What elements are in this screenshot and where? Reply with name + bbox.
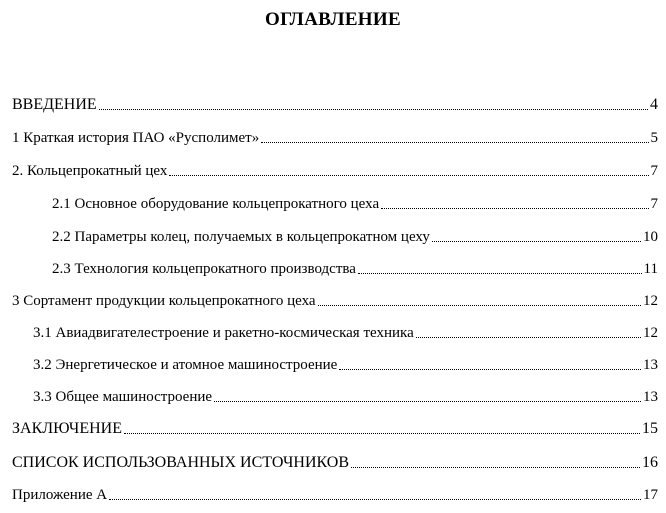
dot-leader — [261, 142, 648, 143]
toc-entry-technology[interactable] — [52, 256, 658, 278]
toc-entry-page: 7 — [650, 163, 658, 179]
toc-entry-conclusion[interactable] — [12, 416, 658, 438]
dot-leader — [358, 273, 642, 274]
toc-entry-label: 2. Кольцепрокатный цех — [12, 163, 168, 179]
toc-entry-references[interactable] — [12, 450, 658, 472]
page-title: ОГЛАВЛЕНИЕ — [265, 9, 401, 30]
toc-entry-history[interactable] — [12, 125, 658, 147]
dot-leader — [109, 499, 641, 500]
toc-entry-label: 2.2 Параметры колец, получаемых в кольцепрокатном цеху — [52, 229, 430, 245]
toc-entry-page: 7 — [650, 196, 658, 212]
toc-entry-page: 5 — [650, 130, 658, 146]
toc-entry-page: 13 — [643, 357, 658, 373]
dot-leader — [318, 305, 641, 306]
toc-entry-label: 2.3 Технология кольцепрокатного производства — [52, 261, 356, 277]
toc-entry-label: 2.1 Основное оборудование кольцепрокатного цеха — [52, 196, 380, 212]
toc-entry-product-range[interactable] — [12, 288, 658, 310]
toc-entry-general-engineering[interactable] — [33, 384, 658, 406]
toc-entry-page: 11 — [643, 261, 658, 277]
toc-entry-page: 12 — [643, 325, 658, 341]
toc-entry-label: СПИСОК ИСПОЛЬЗОВАННЫХ ИСТОЧНИКОВ — [12, 454, 350, 471]
dot-leader — [432, 241, 641, 242]
dot-leader — [124, 433, 640, 434]
toc-entry-label: ЗАКЛЮЧЕНИЕ — [12, 420, 122, 437]
dot-leader — [381, 208, 648, 209]
toc-entry-page: 10 — [643, 229, 658, 245]
toc-entry-ring-parameters[interactable] — [52, 224, 658, 246]
toc-entry-page: 17 — [643, 487, 658, 503]
toc-entry-page: 13 — [643, 389, 658, 405]
dot-leader — [416, 337, 641, 338]
toc-entry-label: ВВЕДЕНИЕ — [12, 96, 97, 113]
toc-entry-page: 12 — [643, 293, 658, 309]
toc-entry-label: 1 Краткая история ПАО «Русполимет» — [12, 130, 260, 146]
toc-entry-aerospace[interactable] — [33, 320, 658, 342]
toc-entry-label: 3.1 Авиадвигателестроение и ракетно-космическая техника — [33, 325, 414, 341]
toc-entry-label: 3 Сортамент продукции кольцепрокатного цеха — [12, 293, 316, 309]
toc-entry-ring-rolling-shop[interactable] — [12, 158, 658, 180]
toc-entry-label: 3.2 Энергетическое и атомное машиностроение — [33, 357, 338, 373]
toc-entry-label: 3.3 Общее машиностроение — [33, 389, 213, 405]
dot-leader — [214, 401, 641, 402]
toc-entry-label: Приложение А — [12, 487, 108, 503]
toc-entry-appendix-a[interactable] — [12, 482, 658, 504]
dot-leader — [99, 109, 648, 110]
toc-entry-page: 4 — [650, 96, 658, 113]
dot-leader — [351, 467, 640, 468]
dot-leader — [339, 369, 641, 370]
toc-entry-equipment[interactable] — [52, 191, 658, 213]
toc-entry-page: 16 — [642, 454, 658, 471]
toc-entry-energy[interactable] — [33, 352, 658, 374]
toc-entry-introduction[interactable] — [12, 92, 658, 114]
dot-leader — [169, 175, 648, 176]
toc-entry-page: 15 — [642, 420, 658, 437]
